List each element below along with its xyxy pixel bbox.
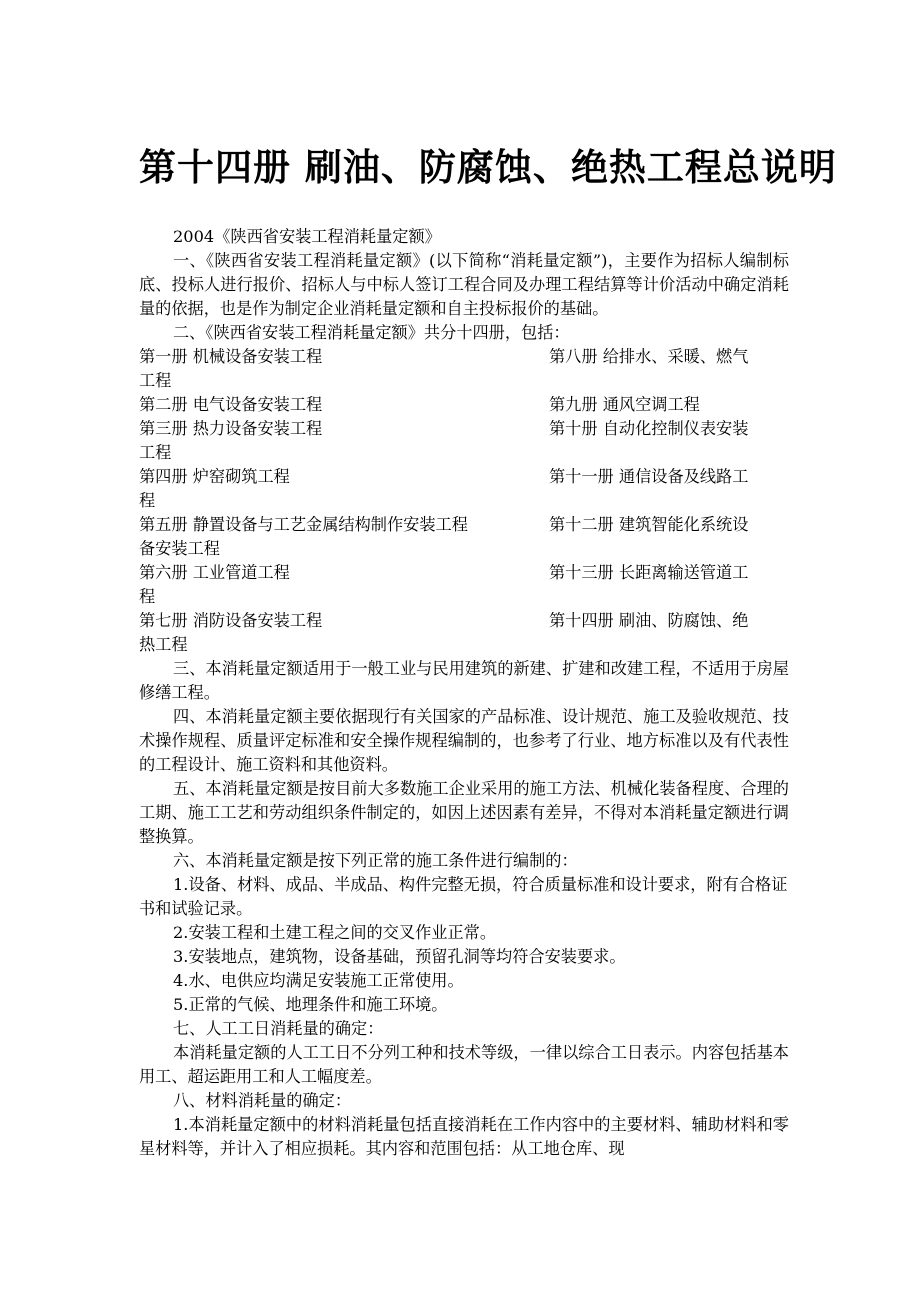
volume-row xyxy=(139,561,789,585)
volume-14-continued: 热工程 xyxy=(139,635,188,654)
condition-item: 4.水、电供应均满足安装施工正常使用。 xyxy=(173,971,464,990)
paragraph-7: 七、人工工日消耗量的确定： xyxy=(173,1019,384,1038)
paragraph-7-body: 本消耗量定额的人工工日不分列工种和技术等级，一律以综合工日表示。内容包括基本用工、超运距用工和人工幅度差。 xyxy=(139,1043,789,1086)
volume-7: 第七册 消防设备安装工程 xyxy=(139,611,323,630)
volume-4: 第四册 炉窑砌筑工程 xyxy=(139,467,290,486)
volume-12: 第十二册 建筑智能化系统设 xyxy=(549,515,749,534)
volume-13-continued: 程 xyxy=(139,587,156,606)
volume-1: 第一册 机械设备安装工程 xyxy=(139,347,323,366)
volume-row xyxy=(139,345,789,369)
volume-8-continued: 工程 xyxy=(139,371,172,390)
volume-row xyxy=(139,465,789,489)
page-title: 第十四册 刷油、防腐蚀、绝热工程总说明 xyxy=(139,145,837,189)
volume-3: 第三册 热力设备安装工程 xyxy=(139,419,323,438)
paragraph-8: 八、材料消耗量的确定： xyxy=(173,1091,352,1110)
volume-list xyxy=(139,345,789,657)
paragraph-3: 三、本消耗量定额适用于一般工业与民用建筑的新建、扩建和改建工程，不适用于房屋修缮工程。 xyxy=(139,659,789,702)
subtitle: 2004《陕西省安装工程消耗量定额》 xyxy=(173,227,441,246)
paragraph-5: 五、本消耗量定额是按目前大多数施工企业采用的施工方法、机械化装备程度、合理的工期、施工工艺和劳动组织条件制定的，如因上述因素有差异，不得对本消耗量定额进行调整换算。 xyxy=(139,779,789,846)
volume-10: 第十册 自动化控制仪表安装 xyxy=(549,419,749,438)
paragraph-1: 一、《陕西省安装工程消耗量定额》(以下简称“消耗量定额”)，主要作为招标人编制标底、投标人进行报价、招标人与中标人签订工程合同及办理工程结算等计价活动中确定消耗量的依据，也是作为制定企业消耗量定额和自主投标报价的基础。 xyxy=(139,251,789,318)
volume-2: 第二册 电气设备安装工程 xyxy=(139,395,323,414)
volume-11-continued: 程 xyxy=(139,491,156,510)
volume-6: 第六册 工业管道工程 xyxy=(139,563,290,582)
volume-row xyxy=(139,513,789,537)
volume-8: 第八册 给排水、采暖、燃气 xyxy=(549,347,749,366)
paragraph-8-item-1: 1.本消耗量定额中的材料消耗量包括直接消耗在工作内容中的主要材料、辅助材料和零星材料等，并计入了相应损耗。其内容和范围包括：从工地仓库、现 xyxy=(139,1115,789,1158)
volume-5: 第五册 静置设备与工艺金属结构制作安装工程 xyxy=(139,515,468,534)
volume-13: 第十三册 长距离输送管道工 xyxy=(549,563,749,582)
paragraph-6: 六、本消耗量定额是按下列正常的施工条件进行编制的： xyxy=(173,851,578,870)
condition-item: 2.安装工程和土建工程之间的交叉作业正常。 xyxy=(173,923,497,942)
paragraph-4: 四、本消耗量定额主要依据现行有关国家的产品标准、设计规范、施工及验收规范、技术操作规程、质量评定标准和安全操作规程编制的，也参考了行业、地方标准以及有代表性的工程设计、施工资料和其他资料。 xyxy=(139,707,789,774)
volume-10-continued: 工程 xyxy=(139,443,172,462)
volume-14: 第十四册 刷油、防腐蚀、绝 xyxy=(549,611,749,630)
condition-item: 3.安装地点，建筑物，设备基础，预留孔洞等均符合安装要求。 xyxy=(173,947,626,966)
condition-item: 5.正常的气候、地理条件和施工环境。 xyxy=(173,995,448,1014)
document-body xyxy=(139,225,789,1161)
volume-row xyxy=(139,393,789,417)
volume-row xyxy=(139,609,789,633)
volume-11: 第十一册 通信设备及线路工 xyxy=(549,467,749,486)
condition-item: 1.设备、材料、成品、半成品、构件完整无损，符合质量标准和设计要求，附有合格证书和试验记录。 xyxy=(139,875,788,918)
volume-9: 第九册 通风空调工程 xyxy=(549,395,700,414)
volume-12-continued: 备安装工程 xyxy=(139,539,220,558)
volume-row xyxy=(139,417,789,441)
paragraph-2: 二、《陕西省安装工程消耗量定额》共分十四册，包括： xyxy=(173,323,570,342)
